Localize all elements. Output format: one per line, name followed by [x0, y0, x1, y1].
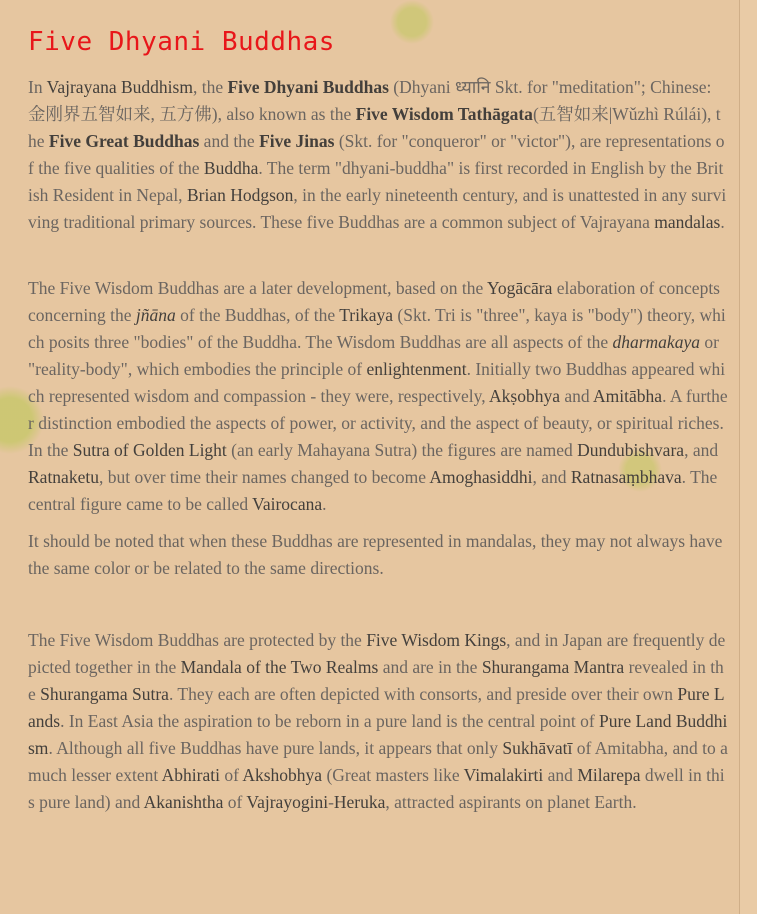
text: . Initially two Buddhas appeared which represented wisdom and compassion - they were, respectively, — [28, 359, 726, 407]
link-vairocana[interactable]: Vairocana — [252, 493, 323, 514]
link-ratnaketu[interactable]: Ratnaketu — [28, 466, 99, 487]
link-heruka[interactable]: Heruka — [333, 791, 386, 812]
link-shurangama-sutra[interactable]: Shurangama Sutra — [40, 684, 169, 705]
article — [28, 20, 728, 816]
text: In — [28, 77, 47, 97]
text: (Dhyani ध्यानि Skt. for "meditation"; Chinese: 金刚界五智如来, 五方佛), also known as the — [28, 77, 712, 124]
paragraph-note: It should be noted that when these Buddhas are represented in mandalas, they may not always have the same color or be related to the same directions. — [28, 530, 723, 578]
text: . The central figure came to be called — [28, 466, 718, 514]
text: , attracted aspirants on planet Earth. — [385, 791, 637, 812]
text: . Although all five Buddhas have pure lands, it appears that only — [48, 738, 503, 759]
text: , but over time their names changed to become — [98, 466, 430, 487]
text: of the Buddhas, of the — [175, 305, 340, 326]
term-jnana: jñāna — [135, 305, 176, 326]
link-akshobhya-2[interactable]: Akshobhya — [242, 764, 323, 785]
paragraph-intro — [28, 74, 728, 235]
paragraph-development — [28, 275, 728, 517]
link-akshobhya[interactable]: Akṣobhya — [489, 386, 560, 407]
link-vajrayogini[interactable]: Vajrayogini — [246, 791, 329, 812]
link-five-wisdom-kings[interactable]: Five Wisdom Kings — [366, 630, 507, 651]
text: . — [322, 493, 327, 514]
link-sukhavati[interactable]: Sukhāvatī — [502, 738, 573, 759]
text: (Great masters like — [322, 764, 464, 785]
text: . — [720, 211, 725, 232]
term-five-wisdom-tathagata: Five Wisdom Tathāgata — [355, 103, 533, 124]
link-dundubishvara[interactable]: Dundubishvara — [577, 439, 685, 460]
link-buddha[interactable]: Buddha — [203, 157, 259, 178]
text: , and in Japan are frequently depicted together in the — [28, 630, 726, 678]
text: . The term "dhyani-buddha" is first recorded in English by the British Resident in Nepal, — [28, 157, 724, 205]
text: and — [559, 386, 594, 407]
link-mandalas[interactable]: mandalas — [654, 211, 721, 232]
text: - — [328, 791, 334, 812]
text: dwell in this pure land) and — [28, 764, 725, 812]
text: and are in the — [378, 657, 482, 678]
text: and the — [199, 130, 260, 151]
text: (an early Mahayana Sutra) the figures are named — [226, 439, 578, 460]
text: revealed in the — [28, 657, 724, 705]
spacer — [28, 581, 728, 627]
term-five-great-buddhas: Five Great Buddhas — [48, 130, 200, 151]
text: of — [219, 764, 243, 785]
page-title: Five Dhyani Buddhas — [28, 27, 335, 57]
text: and — [543, 764, 578, 785]
text: of Amitabha, and to a much lesser extent — [28, 738, 728, 785]
link-trikaya[interactable]: Trikaya — [339, 305, 394, 326]
text: , and — [532, 466, 571, 487]
spacer — [28, 235, 728, 275]
paragraph-protection — [28, 627, 728, 815]
link-milarepa[interactable]: Milarepa — [577, 764, 641, 785]
text: , in the early nineteenth century, and is unattested in any surviving traditional primary sources. These five Buddhas are a common subject of Vajrayana — [28, 184, 727, 232]
text: , the — [192, 77, 228, 97]
link-pure-lands[interactable]: Pure Lands — [28, 684, 725, 732]
text: . They each are often depicted with consorts, and preside over their own — [168, 684, 678, 705]
right-margin-strip — [740, 0, 757, 914]
link-enlightenment[interactable]: enlightenment — [366, 359, 467, 380]
text: (Skt. for "conqueror" or "victor"), are representations of the five qualities of the — [28, 130, 725, 178]
text: of — [223, 791, 247, 812]
text: The Five Wisdom Buddhas are a later development, based on the — [28, 278, 488, 299]
link-ratnasambhava[interactable]: Ratnasaṃbhava — [570, 466, 682, 487]
link-amitabha[interactable]: Amitābha — [593, 386, 663, 407]
link-shurangama-mantra[interactable]: Shurangama Mantra — [481, 657, 625, 678]
text: (五智如来|Wǔzhì Rúlái), the — [28, 103, 721, 151]
link-mandala-of-the-two-realms[interactable]: Mandala of the Two Realms — [180, 657, 379, 678]
text: or "reality-body", which embodies the principle of — [28, 332, 719, 380]
text: The Five Wisdom Buddhas are protected by the — [28, 630, 367, 651]
link-vimalakirti[interactable]: Vimalakirti — [463, 764, 544, 785]
term-dharmakaya: dharmakaya — [612, 332, 700, 353]
term-five-dhyani-buddhas: Five Dhyani Buddhas — [227, 77, 389, 97]
link-buddhism[interactable]: Buddhism — [120, 77, 193, 97]
link-vajrayana[interactable]: Vajrayana — [46, 77, 117, 97]
text: elaboration of concepts concerning the — [28, 278, 720, 326]
term-five-jinas: Five Jinas — [259, 130, 335, 151]
text: (Skt. Tri is "three", kaya is "body") theory, which posits three "bodies" of the Buddha. The Wisdom Buddhas are all aspects of the — [28, 305, 726, 353]
text: , and — [684, 439, 719, 460]
link-akanishtha[interactable]: Akanishtha — [143, 791, 224, 812]
link-amoghasiddhi[interactable]: Amoghasiddhi — [429, 466, 533, 487]
link-brian-hodgson[interactable]: Brian Hodgson — [186, 184, 294, 205]
link-yogacara[interactable]: Yogācāra — [487, 278, 553, 299]
spacer — [28, 518, 728, 528]
link-pure-land-buddhism[interactable]: Pure Land Buddhism — [28, 711, 728, 759]
text: . A further distinction embodied the aspects of power, or activity, and the aspect of beauty, or spiritual riches. In the — [28, 386, 728, 460]
link-abhirati[interactable]: Abhirati — [161, 764, 220, 785]
link-sutra-of-golden-light[interactable]: Sutra of Golden Light — [72, 439, 227, 460]
text: . In East Asia the aspiration to be reborn in a pure land is the central point of — [60, 711, 600, 732]
